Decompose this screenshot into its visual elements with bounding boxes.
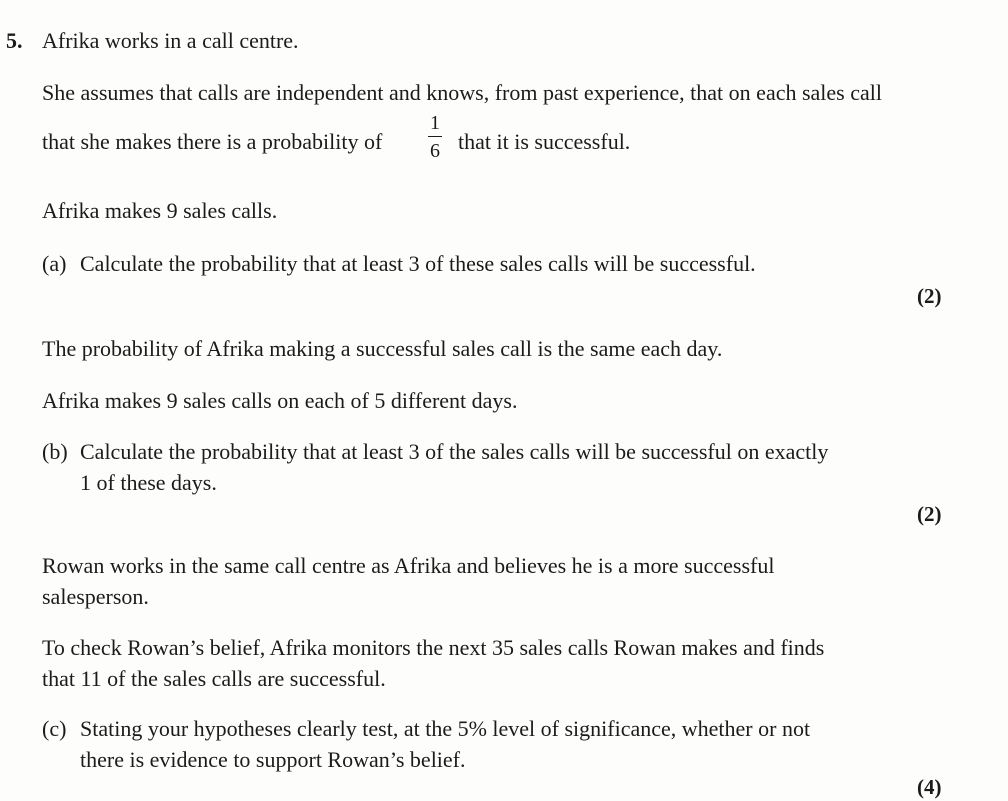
part-a-marks: (2) <box>917 284 942 308</box>
part-b-marks: (2) <box>917 502 942 526</box>
intro-line-1: She assumes that calls are independent and knows, from past experience, that on each sales call <box>42 80 882 105</box>
probability-fraction <box>428 113 442 161</box>
part-c-label: (c) <box>42 716 67 741</box>
part-b-line-2: 1 of these days. <box>80 470 217 495</box>
part-c-line-2: there is evidence to support Rowan’s belief. <box>80 747 466 772</box>
calls-statement: Afrika makes 9 sales calls. <box>42 198 278 223</box>
intro-line-2-before: that she makes there is a probability of <box>42 129 383 154</box>
fraction-denominator: 6 <box>430 140 440 162</box>
question-number: 5. <box>6 28 23 53</box>
fraction-numerator: 1 <box>430 112 440 134</box>
intro-line-2-after: that it is successful. <box>458 129 631 154</box>
part-c-marks: (4) <box>917 775 942 799</box>
part-b-label: (b) <box>42 439 68 464</box>
part-a-text: Calculate the probability that at least 3 of these sales calls will be successful. <box>80 251 756 276</box>
fraction-bar <box>428 136 442 137</box>
part-b-line-1: Calculate the probability that at least 3 of the sales calls will be successful on exactly <box>80 439 829 464</box>
part-c-line-1: Stating your hypotheses clearly test, at the 5% level of significance, whether or not <box>80 716 811 741</box>
context-c-line-3: To check Rowan’s belief, Afrika monitors the next 35 sales calls Rowan makes and finds <box>42 635 825 660</box>
context-c-line-2: salesperson. <box>42 584 149 609</box>
context-c-line-1: Rowan works in the same call centre as Afrika and believes he is a more successful <box>42 553 775 578</box>
context-b-line-2: Afrika makes 9 sales calls on each of 5 different days. <box>42 388 518 413</box>
context-c-line-4: that 11 of the sales calls are successful. <box>42 666 386 691</box>
question-title: Afrika works in a call centre. <box>42 28 299 53</box>
part-a-label: (a) <box>42 251 67 276</box>
context-b-line-1: The probability of Afrika making a successful sales call is the same each day. <box>42 336 723 361</box>
